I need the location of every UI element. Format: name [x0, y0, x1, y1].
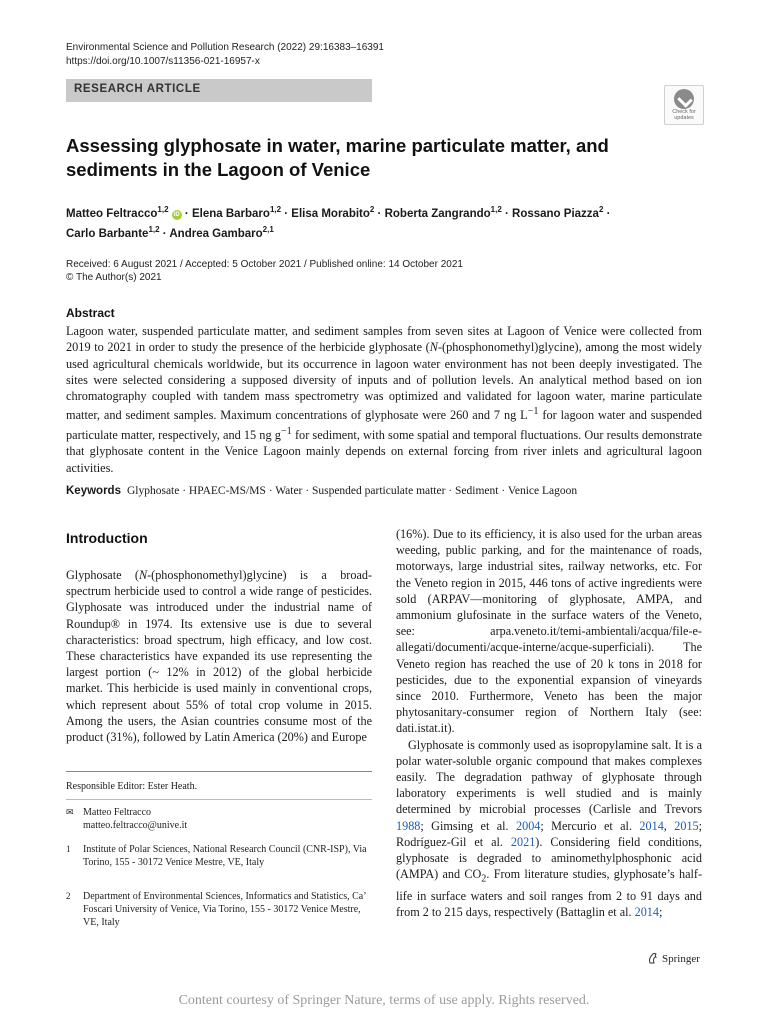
- citation-link[interactable]: 1988: [396, 818, 421, 833]
- abstract-heading: Abstract: [66, 306, 115, 320]
- author-name[interactable]: Roberta Zangrando: [384, 207, 491, 220]
- footnote-divider: [66, 799, 372, 800]
- author-sep: ·: [159, 227, 170, 240]
- check-for-updates-badge[interactable]: [664, 85, 704, 125]
- orcid-icon[interactable]: iD: [173, 211, 180, 218]
- author-name[interactable]: Matteo Feltracco: [66, 207, 158, 220]
- journal-name: Environmental Science and Pollution Research (2022) 29:16383–16391: [66, 42, 384, 53]
- date-history: Received: 6 August 2021 / Accepted: 5 October 2021 / Published online: 14 October 2021: [66, 259, 463, 270]
- text-italic: N: [138, 568, 148, 582]
- abstract-part: for lagoon water and suspended particulate matter, respectively, and 15 ng g: [66, 408, 702, 442]
- citation-link[interactable]: 2014: [639, 818, 664, 833]
- text-run: Glyphosate is commonly used as isopropylamine salt. It is a polar water-soluble organic compound that makes complexes easily. The degradation pathway of glyphosate through laboratory experiments is well studied and is mainly determined by microbial processes (Carlisle and Trevors: [396, 737, 702, 817]
- abstract-superscript: −1: [280, 425, 292, 437]
- author-affil: 2: [369, 205, 375, 214]
- text-run: -(phosphonomethyl)glycine) is a broad-spectrum herbicide used to control a wide range of pesticides. Glyphosate was introduced under the industrial name of Roundup® in 1974. Its extensive use is due to several characteristics: broad spectrum, high efficacy, and low cost. These characteristics have expanded its use representing the largest portion (~ 12% in 2012) of the global herbicide market. This herbicide is used mainly in conventional crops, which represent about 55% of total crop volume in 2015. Among the users, the Asian countries consume most of the product (31%), followed by Latin America (20%) and Europe: [66, 568, 373, 745]
- author-sep: ·: [374, 207, 385, 220]
- author-sep: ·: [281, 207, 292, 220]
- author-name[interactable]: Andrea Gambaro: [169, 227, 263, 240]
- introduction-heading: Introduction: [66, 530, 148, 546]
- journal-citation: [66, 41, 384, 69]
- citation-link[interactable]: 2015: [674, 818, 699, 833]
- check-updates-text1: Check for: [672, 109, 696, 115]
- author-name[interactable]: Rossano Piazza: [512, 207, 599, 220]
- author-affil: 1,2: [269, 205, 282, 214]
- check-updates-icon: [674, 89, 694, 109]
- springer-horse-icon: [648, 952, 658, 964]
- abstract-superscript: −1: [527, 406, 539, 418]
- contact-email[interactable]: matteo.feltracco@unive.it: [83, 820, 188, 831]
- envelope-icon: ✉: [66, 807, 74, 817]
- author-sep: ·: [603, 207, 611, 220]
- author-affil: 2: [598, 205, 604, 214]
- check-updates-text2: updates: [674, 115, 694, 121]
- author-affil: 1,2: [148, 224, 160, 234]
- body-column-right: [396, 526, 702, 920]
- text-subscript: 2: [481, 873, 487, 885]
- citation-link[interactable]: 2004: [516, 818, 541, 833]
- abstract-text: [66, 323, 702, 476]
- text-run: ; Gimsing et al.: [420, 818, 517, 833]
- footnote-divider: [66, 771, 372, 772]
- abstract-part: -(phosphonomethyl)glycine), among the most widely used agricultural chemicals worldwide, but its occurrence in lagoon water environment has not been deeply investigated. The sites were selected considering a supposed diversity of inputs and of pollution levels. An analytical method based on ion chromatography coupled with tandem mass spectrometry was optimized and validated for lagoon water, marine particulate matter, and sediment samples. Maximum concentrations of glyphosate were 260 and 7 ng L: [66, 340, 702, 423]
- affiliation-mark: 1: [66, 844, 71, 854]
- article-type-bar: [66, 79, 372, 102]
- text-run: ; Mercurio et al.: [540, 818, 640, 833]
- text-run: . From literature studies, glyphosate’s half-life in surface waters and soil ranges from 2 to 91 days and from 2 to 215 days, respectively (Battaglin et al.: [396, 867, 703, 920]
- paragraph: [66, 567, 372, 745]
- citation-link[interactable]: 2021: [510, 834, 536, 849]
- author-name[interactable]: Elena Barbaro: [191, 207, 270, 220]
- publication-dates: [66, 258, 463, 284]
- keywords: [66, 485, 577, 497]
- abstract-part: for sediment, with some spatial and temporal fluctuations. Our results demonstrate that glyphosate content in the Venice Lagoon mainly depends on external forcing from river inlets and agricultural lagoon activities.: [66, 427, 702, 475]
- keywords-list: Glyphosate · HPAEC-MS/MS · Water · Suspended particulate matter · Sediment · Venice Lagoon: [126, 485, 578, 497]
- publisher-name: Springer: [662, 953, 700, 965]
- author-sep: ·: [181, 207, 192, 220]
- responsible-editor: Responsible Editor: Ester Heath.: [66, 781, 198, 792]
- author-affil: 2,1: [262, 224, 274, 234]
- body-column-left: [66, 567, 372, 745]
- author-name[interactable]: Carlo Barbante: [66, 227, 149, 240]
- keywords-heading: Keywords: [66, 485, 121, 497]
- citation-link[interactable]: 2014: [634, 905, 659, 920]
- paragraph: (16%). Due to its efficiency, it is also used for the urban areas weeding, public parking, and for the maintenance of roads, motorways, large industrial sites, railway networks, etc. For the Veneto region in 2015, 446 tons of active ingredients were sold (ARPAV—monitoring of glyphosate, AMPA, and ammonium glufosinate in the surface waters of the Veneto, see: arpa.veneto.it/temi-ambientali/acqua/file-e-allegati/documenti/acque-interne/acque-superficiali). The Veneto region has reached the use of 20 k tons in 2018 for pesticides, due to the exponential expansion of vineyards since 2010. Furthermore, Veneto has been the major phytosanitary-consumer region of Northern Italy (see: dati.istat.it).: [396, 527, 702, 736]
- text-run: Glyphosate (: [66, 568, 139, 582]
- article-type-label: RESEARCH ARTICLE: [74, 83, 201, 95]
- text-run: ,: [663, 818, 675, 833]
- affiliation-text: Institute of Polar Sciences, National Research Council (CNR-ISP), Via Torino, 155 - 30172 Venice Mestre, VE, Italy: [83, 844, 367, 868]
- text-run: ). Considering field conditions, glyphosate is degraded to aminomethylphosphonic acid (AMPA) and CO: [396, 834, 702, 882]
- text-run: ;: [658, 905, 663, 920]
- text-run: ; Rodríguez-Gil et al.: [396, 818, 703, 849]
- author-sep: ·: [501, 207, 513, 220]
- affiliation-text: Department of Environmental Sciences, Informatics and Statistics, Ca’ Foscari University of Venice, Via Torino, 155 - 30172 Venice Mestre, VE, Italy: [83, 891, 366, 928]
- abstract-italic: N: [429, 340, 438, 355]
- article-title: Assessing glyphosate in water, marine particulate matter, and sediments in the Lagoon of Venice: [66, 135, 609, 180]
- author-affil: 1,2: [490, 205, 502, 214]
- publisher-logo: [648, 952, 700, 965]
- author-list: [66, 202, 646, 242]
- author-name[interactable]: Elisa Morabito: [291, 207, 370, 220]
- copyright: © The Author(s) 2021: [66, 272, 162, 283]
- abstract-part: Lagoon water, suspended particulate matter, and sediment samples from seven sites at Lagoon of Venice were collected from 2019 to 2021 in order to study the presence of the herbicide glyphosate (: [66, 324, 702, 355]
- author-affil: 1,2: [157, 205, 169, 214]
- doi-link[interactable]: https://doi.org/10.1007/s11356-021-16957-x: [66, 56, 260, 67]
- affiliation-mark: 2: [66, 891, 71, 901]
- contact-name: Matteo Feltracco: [83, 807, 152, 818]
- paragraph: [396, 737, 702, 921]
- courtesy-notice: Content courtesy of Springer Nature, terms of use apply. Rights reserved.: [178, 993, 590, 1008]
